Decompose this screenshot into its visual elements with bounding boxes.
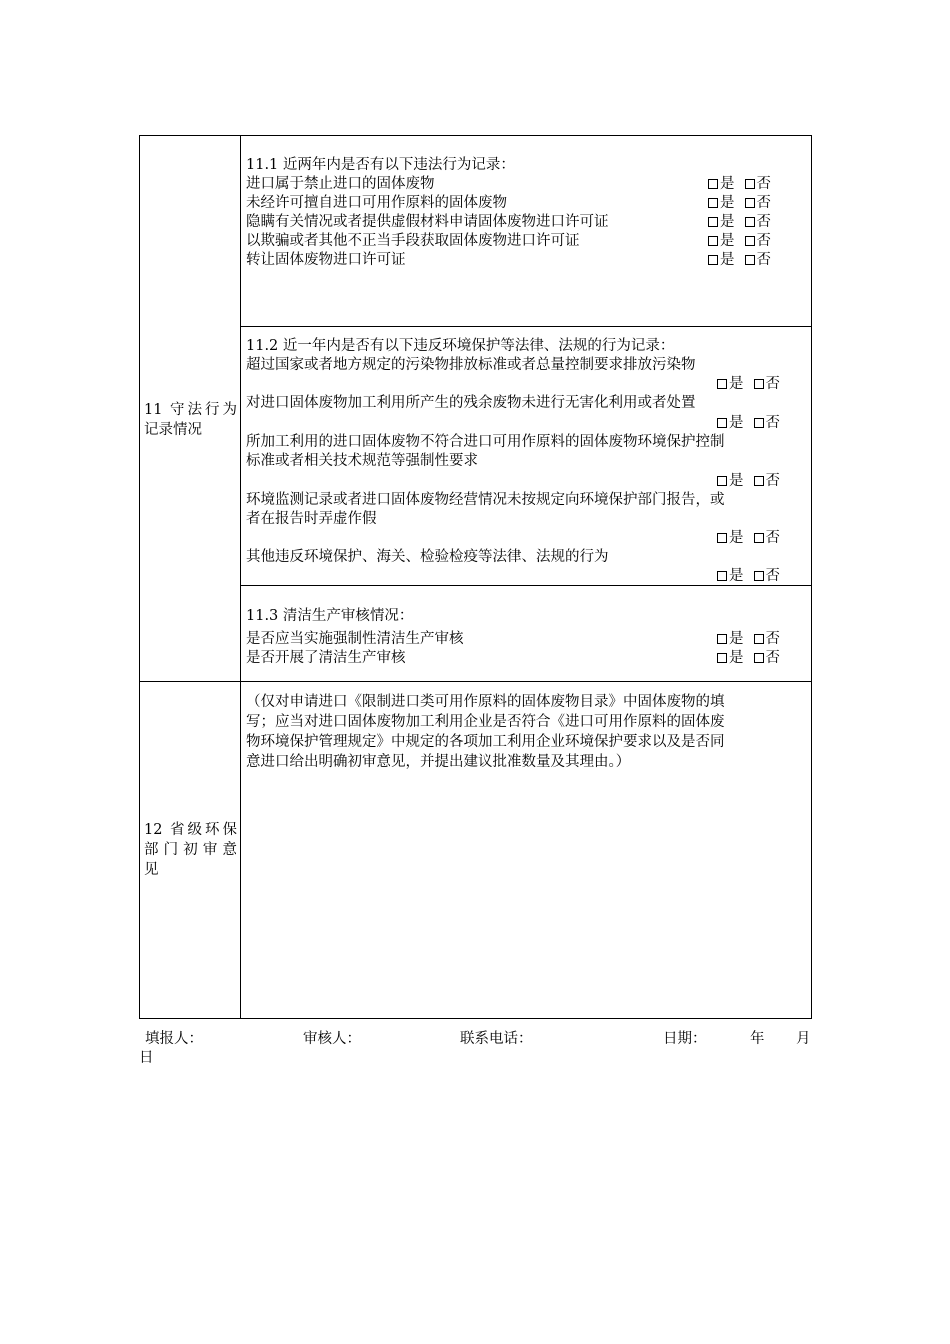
reviewer-label: 审核人：	[303, 1031, 361, 1047]
part-11-2-heading: 11.2 近一年内是否有以下违反环境保护等法律、法规的行为记录：	[246, 338, 675, 354]
day-label: 日	[139, 1050, 154, 1066]
section-12-label-line: 见	[144, 862, 159, 878]
checkbox-icon[interactable]	[754, 476, 764, 486]
section-12-instruction-line: 物环境保护管理规定》中规定的各项加工利用企业环境保护要求以及是否同	[246, 734, 725, 750]
part-11-1-item: 未经许可擅自进口可用作原料的固体废物	[246, 195, 507, 211]
date-label: 日期：	[663, 1031, 707, 1047]
checkbox-icon[interactable]	[708, 179, 718, 189]
checkbox-icon[interactable]	[708, 217, 718, 227]
yes-no-choice[interactable]: 是 否	[708, 232, 771, 251]
yes-no-choice[interactable]: 是 否	[717, 529, 780, 548]
part-11-2-line: 标准或者相关技术规范等强制性要求	[246, 453, 478, 469]
checkbox-icon[interactable]	[745, 179, 755, 189]
section-11-label-line: 11 守法行为	[144, 402, 237, 418]
phone-label: 联系电话：	[460, 1031, 533, 1047]
section-12-instruction-line: 写；应当对进口固体废物加工利用企业是否符合《进口可用作原料的固体废	[246, 714, 725, 730]
section-11-label-line: 记录情况	[144, 422, 202, 438]
checkbox-icon[interactable]	[717, 653, 727, 663]
yes-no-choice[interactable]: 是 否	[708, 194, 771, 213]
part-11-3-item: 是否应当实施强制性清洁生产审核	[246, 631, 464, 647]
part-11-1-item: 进口属于禁止进口的固体废物	[246, 176, 435, 192]
checkbox-icon[interactable]	[717, 571, 727, 581]
form-table	[139, 135, 812, 1019]
checkbox-icon[interactable]	[708, 236, 718, 246]
checkbox-icon[interactable]	[745, 198, 755, 208]
yes-no-choice[interactable]: 是 否	[717, 414, 780, 433]
yes-no-choice[interactable]: 是 否	[717, 649, 780, 668]
checkbox-icon[interactable]	[708, 198, 718, 208]
checkbox-icon[interactable]	[754, 379, 764, 389]
part-11-2-line: 环境监测记录或者进口固体废物经营情况未按规定向环境保护部门报告，或	[246, 492, 725, 508]
checkbox-icon[interactable]	[708, 255, 718, 265]
yes-no-choice[interactable]: 是 否	[717, 472, 780, 491]
yes-no-choice[interactable]: 是 否	[708, 213, 771, 232]
part-11-2-line: 者在报告时弄虚作假	[246, 511, 377, 527]
part-11-2-line: 其他违反环境保护、海关、检验检疫等法律、法规的行为	[246, 549, 609, 565]
checkbox-icon[interactable]	[717, 533, 727, 543]
checkbox-icon[interactable]	[754, 571, 764, 581]
checkbox-icon[interactable]	[717, 379, 727, 389]
checkbox-icon[interactable]	[717, 634, 727, 644]
checkbox-icon[interactable]	[745, 255, 755, 265]
section-12-instruction-line: 意进口给出明确初审意见，并提出建议批准数量及其理由。）	[246, 754, 631, 770]
yes-no-choice[interactable]: 是 否	[717, 567, 780, 586]
checkbox-icon[interactable]	[745, 236, 755, 246]
month-label: 月	[796, 1031, 811, 1047]
checkbox-icon[interactable]	[754, 533, 764, 543]
yes-no-choice[interactable]: 是 否	[717, 630, 780, 649]
part-11-2-line: 所加工利用的进口固体废物不符合进口可用作原料的固体废物环境保护控制	[246, 434, 725, 450]
section-12-label-line: 12 省级环保	[144, 822, 237, 838]
part-11-1-item: 以欺骗或者其他不正当手段获取固体废物进口许可证	[246, 233, 580, 249]
yes-no-choice[interactable]: 是 否	[708, 251, 771, 270]
part-11-3-item: 是否开展了清洁生产审核	[246, 650, 406, 666]
checkbox-icon[interactable]	[754, 653, 764, 663]
part-11-1-item: 转让固体废物进口许可证	[246, 252, 406, 268]
row-divider-12	[140, 681, 811, 682]
checkbox-icon[interactable]	[717, 476, 727, 486]
section-11-label	[144, 400, 237, 440]
checkbox-icon[interactable]	[745, 217, 755, 227]
year-label: 年	[750, 1031, 765, 1047]
section-12-label-line: 部门初审意	[144, 842, 237, 858]
checkbox-icon[interactable]	[754, 634, 764, 644]
section-12-instruction-line: （仅对申请进口《限制进口类可用作原料的固体废物目录》中固体废物的填	[246, 694, 725, 710]
checkbox-icon[interactable]	[754, 418, 764, 428]
section-12-opinion-area[interactable]	[241, 776, 811, 1018]
part-11-2-line: 超过国家或者地方规定的污染物排放标准或者总量控制要求排放污染物	[246, 357, 696, 373]
part-11-1-item: 隐瞒有关情况或者提供虚假材料申请固体废物进口许可证	[246, 214, 609, 230]
part-11-1-heading: 11.1 近两年内是否有以下违法行为记录：	[246, 157, 515, 173]
part-11-2-line: 对进口固体废物加工利用所产生的残余废物未进行无害化利用或者处置	[246, 395, 696, 411]
filler-label: 填报人：	[145, 1031, 203, 1047]
part-11-3-heading: 11.3 清洁生产审核情况：	[246, 608, 414, 624]
section-12-label	[144, 820, 237, 880]
yes-no-choice[interactable]: 是 否	[717, 375, 780, 394]
checkbox-icon[interactable]	[717, 418, 727, 428]
row-divider-11-1	[240, 326, 811, 327]
yes-no-choice[interactable]: 是 否	[708, 175, 771, 194]
